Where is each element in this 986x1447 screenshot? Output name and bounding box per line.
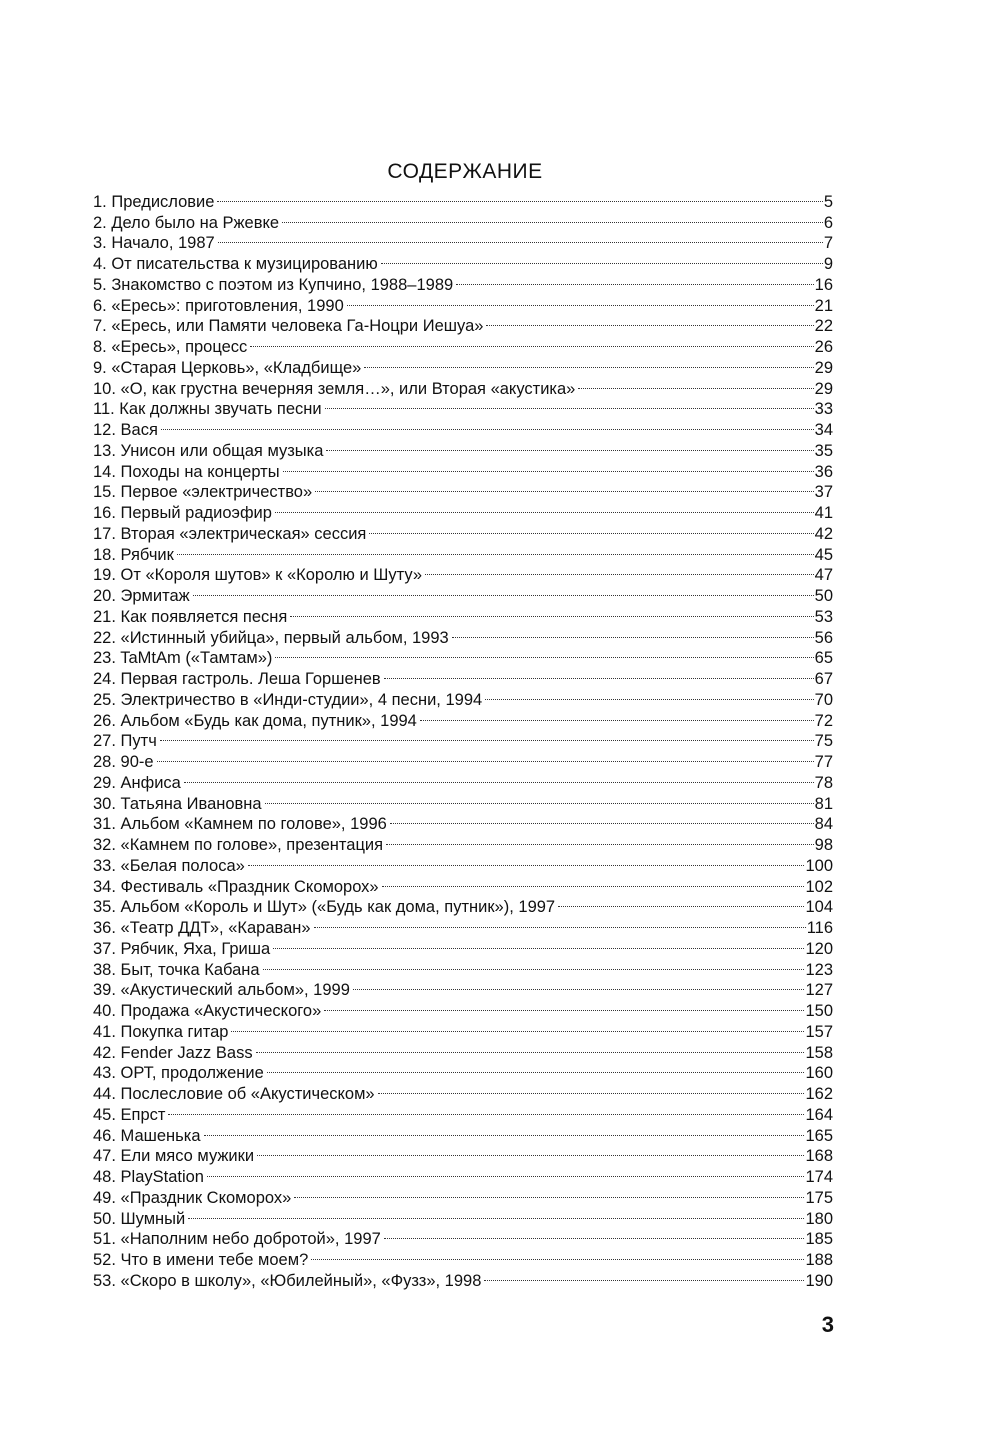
toc-entry-page: 53 xyxy=(814,607,833,626)
toc-entry xyxy=(93,767,833,792)
toc-entry-page: 70 xyxy=(814,690,833,709)
toc-entry xyxy=(93,414,833,439)
dot-leader xyxy=(166,1099,804,1120)
toc-entry xyxy=(93,1224,833,1249)
toc-entry-page: 50 xyxy=(814,587,833,605)
toc-entry-title: 18. Рябчик xyxy=(93,545,174,564)
dot-leader xyxy=(246,850,805,871)
dot-leader xyxy=(158,726,814,747)
dot-leader xyxy=(265,1058,805,1079)
dot-leader xyxy=(483,684,813,705)
dot-leader xyxy=(273,643,813,664)
page-number: 3 xyxy=(821,1312,834,1337)
dot-leader xyxy=(324,435,813,456)
toc-entry-title: 48. PlayStation xyxy=(93,1168,204,1186)
toc-entry-page: 42 xyxy=(814,524,833,543)
toc-entry-page: 47 xyxy=(814,566,833,585)
dot-leader xyxy=(450,622,814,643)
toc-entry-page: 160 xyxy=(805,1064,833,1083)
toc-entry-page: 36 xyxy=(814,462,833,481)
dot-leader xyxy=(281,456,814,477)
dot-leader xyxy=(482,1265,804,1286)
toc-entry xyxy=(93,580,833,605)
toc-entry-title: 17. Вторая «электрическая» сессия xyxy=(93,524,367,543)
toc-entry-page: 175 xyxy=(805,1188,833,1207)
toc-entry-page: 168 xyxy=(805,1147,833,1166)
toc-entry-page: 29 xyxy=(814,379,833,398)
toc-entry xyxy=(93,435,833,460)
toc-entry-page: 7 xyxy=(823,234,833,253)
toc-entry-title: 9. «Старая Церковь», «Кладбище» xyxy=(93,358,362,377)
dot-leader xyxy=(322,995,804,1016)
toc-entry-title: 49. «Праздник Скоморох» xyxy=(93,1188,292,1207)
toc-entry-title: 42. Fender Jazz Bass xyxy=(93,1043,253,1062)
dot-leader xyxy=(288,601,813,622)
dot-leader xyxy=(367,518,813,539)
dot-leader xyxy=(345,290,814,311)
dot-leader xyxy=(159,414,814,435)
toc-entry-title: 11. Как должны звучать песни xyxy=(93,400,322,419)
dot-leader xyxy=(229,1016,804,1037)
toc-entry xyxy=(93,1120,833,1145)
toc-entry-title: 50. Шумный xyxy=(93,1209,186,1228)
toc-entry-page: 162 xyxy=(805,1085,833,1103)
toc-entry-title: 36. «Театр ДДТ», «Караван» xyxy=(93,919,311,937)
toc-entry-page: 45 xyxy=(814,545,833,564)
toc-entry-page: 26 xyxy=(814,338,833,356)
toc-entry-title: 45. Епрст xyxy=(93,1105,166,1124)
toc-entry-title: 22. «Истинный убийца», первый альбом, 1993 xyxy=(93,628,449,647)
toc-entry xyxy=(93,746,833,771)
dot-leader xyxy=(155,746,814,767)
dot-leader xyxy=(576,373,813,394)
toc-entry-page: 34 xyxy=(814,421,833,439)
dot-leader xyxy=(280,207,823,228)
dot-leader xyxy=(292,1182,804,1203)
toc-entry-page: 116 xyxy=(806,919,833,937)
dot-leader xyxy=(202,1120,805,1141)
dot-leader xyxy=(379,248,823,269)
toc-entry-title: 3. Начало, 1987 xyxy=(93,234,215,253)
toc-entry-page: 37 xyxy=(814,483,833,502)
toc-entry-title: 52. Что в имени тебе моем? xyxy=(93,1251,309,1269)
toc-entry-page: 33 xyxy=(814,400,833,419)
page-title: СОДЕРЖАНИЕ xyxy=(387,160,543,184)
toc-entry-title: 35. Альбом «Король и Шут» («Будь как дома, путник»), 1997 xyxy=(93,898,556,917)
toc-entry-title: 2. Дело было на Ржевке xyxy=(93,213,280,232)
dot-leader xyxy=(556,892,804,913)
toc-entry xyxy=(93,539,833,564)
toc-entry-page: 75 xyxy=(814,732,833,751)
toc-entry-page: 100 xyxy=(805,856,833,875)
toc-entry-page: 165 xyxy=(805,1126,833,1145)
toc-entry-page: 84 xyxy=(814,815,833,834)
toc-entry-title: 28. 90-е xyxy=(93,753,154,771)
toc-entry-title: 44. Послесловие об «Акустическом» xyxy=(93,1085,375,1103)
toc-entry-title: 14. Походы на концерты xyxy=(93,462,280,481)
dot-leader xyxy=(376,1078,805,1099)
toc-entry-title: 39. «Акустический альбом», 1999 xyxy=(93,981,350,1000)
toc-entry-page: 41 xyxy=(814,504,833,522)
toc-entry-title: 7. «Ересь, или Памяти человека Га-Ноцри Иешуа» xyxy=(93,317,484,336)
dot-leader xyxy=(388,809,814,830)
toc-entry-title: 8. «Ересь», процесс xyxy=(93,338,248,356)
toc-entry-title: 46. Машенька xyxy=(93,1126,201,1145)
toc-entry xyxy=(93,726,833,751)
toc-entry-title: 23. TaMtAm («Тамтам») xyxy=(93,649,273,668)
toc-entry-title: 1. Предисловие xyxy=(93,192,215,211)
dot-leader xyxy=(380,871,805,892)
toc-entry-page: 29 xyxy=(814,358,833,377)
toc-entry-title: 21. Как появляется песня xyxy=(93,607,288,626)
toc-entry-page: 98 xyxy=(814,836,833,854)
toc-entry-page: 22 xyxy=(814,317,833,336)
toc-entry-page: 56 xyxy=(814,628,833,647)
dot-leader xyxy=(191,580,814,601)
toc-entry-page: 35 xyxy=(814,441,833,460)
dot-leader xyxy=(254,1037,805,1058)
toc-entry-title: 26. Альбом «Будь как дома, путник», 1994 xyxy=(93,711,417,730)
toc-entry-page: 174 xyxy=(805,1168,833,1186)
toc-entry-page: 6 xyxy=(823,213,833,232)
dot-leader xyxy=(215,186,822,207)
toc-entry-page: 5 xyxy=(823,192,833,211)
dot-leader xyxy=(205,1161,804,1182)
toc-entry-title: 29. Анфиса xyxy=(93,773,181,792)
dot-leader xyxy=(351,975,805,996)
toc-entry-page: 150 xyxy=(805,1002,833,1020)
toc-entry xyxy=(93,1141,833,1166)
toc-entry-page: 78 xyxy=(814,773,833,792)
toc-entry-title: 25. Электричество в «Инди-студии», 4 песни, 1994 xyxy=(93,690,483,709)
toc-entry-title: 51. «Наполним небо добротой», 1997 xyxy=(93,1230,381,1249)
toc-entry xyxy=(93,788,833,813)
dot-leader xyxy=(248,331,813,352)
toc-entry-page: 157 xyxy=(805,1022,833,1041)
toc-entry-title: 53. «Скоро в школу», «Юбилейный», «Фузз», 1998 xyxy=(93,1271,482,1290)
toc-entry-page: 21 xyxy=(814,296,833,315)
dot-leader xyxy=(384,829,814,850)
dot-leader xyxy=(323,394,814,415)
toc-entry xyxy=(93,186,833,211)
dot-leader xyxy=(263,788,814,809)
toc-entry-page: 123 xyxy=(805,960,833,979)
dot-leader xyxy=(271,933,804,954)
table-of-contents xyxy=(93,186,833,1290)
toc-entry xyxy=(93,1099,833,1124)
dot-leader xyxy=(454,269,813,290)
toc-entry-title: 5. Знакомство с поэтом из Купчино, 1988–1989 xyxy=(93,275,454,294)
toc-entry-page: 188 xyxy=(805,1251,833,1269)
toc-entry-title: 19. От «Короля шутов» к «Королю и Шуту» xyxy=(93,566,423,585)
dot-leader xyxy=(261,954,805,975)
dot-leader xyxy=(382,1224,805,1245)
toc-entry-page: 164 xyxy=(805,1105,833,1124)
toc-entry-title: 4. От писательства к музицированию xyxy=(93,255,378,273)
dot-leader xyxy=(273,497,814,518)
dot-leader xyxy=(382,663,814,684)
dot-leader xyxy=(362,352,813,373)
dot-leader xyxy=(309,1244,804,1265)
dot-leader xyxy=(418,705,814,726)
toc-entry xyxy=(93,1182,833,1207)
toc-entry-page: 81 xyxy=(814,794,833,813)
toc-entry-title: 24. Первая гастроль. Леша Горшенев xyxy=(93,670,381,688)
toc-entry-title: 38. Быт, точка Кабана xyxy=(93,960,260,979)
toc-entry-page: 77 xyxy=(814,753,833,771)
toc-entry xyxy=(93,560,833,585)
toc-entry-title: 43. ОРТ, продолжение xyxy=(93,1064,264,1083)
toc-entry-page: 65 xyxy=(814,649,833,668)
dot-leader xyxy=(313,477,813,498)
toc-entry-title: 10. «О, как грустна вечерняя земля…», или Вторая «акустика» xyxy=(93,379,576,398)
toc-entry-page: 185 xyxy=(805,1230,833,1249)
toc-entry-title: 40. Продажа «Акустического» xyxy=(93,1002,322,1020)
toc-entry-title: 6. «Ересь»: приготовления, 1990 xyxy=(93,296,344,315)
toc-entry-title: 32. «Камнем по голове», презентация xyxy=(93,836,384,854)
toc-entry-page: 102 xyxy=(805,877,833,896)
toc-entry-page: 180 xyxy=(805,1209,833,1228)
toc-entry-title: 15. Первое «электричество» xyxy=(93,483,313,502)
toc-entry-title: 20. Эрмитаж xyxy=(93,587,190,605)
dot-leader xyxy=(423,560,814,581)
dot-leader xyxy=(255,1141,804,1162)
toc-entry-title: 33. «Белая полоса» xyxy=(93,856,245,875)
toc-entry-page: 127 xyxy=(805,981,833,1000)
dot-leader xyxy=(175,539,814,560)
toc-entry xyxy=(93,601,833,626)
toc-entry-page: 190 xyxy=(805,1271,833,1290)
toc-entry-page: 72 xyxy=(814,711,833,730)
toc-entry-title: 30. Татьяна Ивановна xyxy=(93,794,262,813)
toc-entry-title: 13. Унисон или общая музыка xyxy=(93,441,324,460)
dot-leader xyxy=(484,311,813,332)
dot-leader xyxy=(182,767,814,788)
toc-entry-page: 67 xyxy=(814,670,833,688)
toc-entry-title: 31. Альбом «Камнем по голове», 1996 xyxy=(93,815,387,834)
toc-entry-page: 16 xyxy=(814,275,833,294)
toc-entry-title: 34. Фестиваль «Праздник Скоморох» xyxy=(93,877,379,896)
toc-entry-title: 27. Путч xyxy=(93,732,157,751)
toc-entry-page: 104 xyxy=(805,898,833,917)
dot-leader xyxy=(312,912,806,933)
dot-leader xyxy=(216,228,823,249)
toc-entry-title: 37. Рябчик, Яха, Гриша xyxy=(93,939,271,958)
toc-entry xyxy=(93,1203,833,1228)
dot-leader xyxy=(186,1203,804,1224)
toc-entry-page: 120 xyxy=(805,939,833,958)
toc-entry-title: 41. Покупка гитар xyxy=(93,1022,229,1041)
toc-entry-title: 47. Ели мясо мужики xyxy=(93,1147,255,1166)
toc-entry-page: 9 xyxy=(823,255,833,273)
toc-entry-title: 12. Вася xyxy=(93,421,158,439)
toc-entry-page: 158 xyxy=(805,1043,833,1062)
toc-entry-title: 16. Первый радиоэфир xyxy=(93,504,272,522)
